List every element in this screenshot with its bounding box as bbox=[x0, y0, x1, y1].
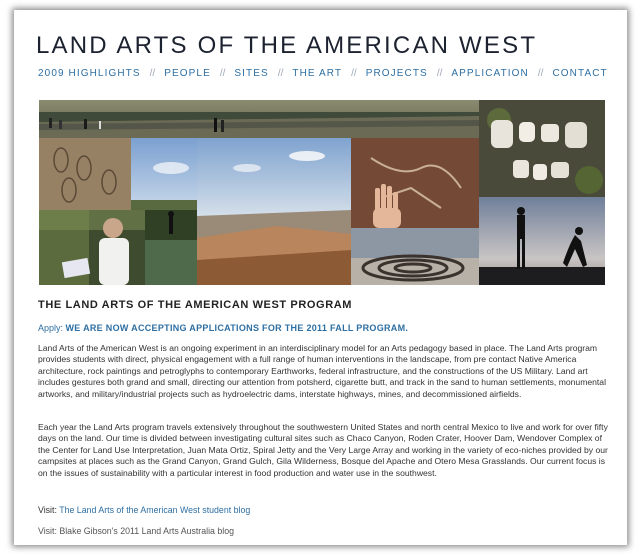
highway-people-photo bbox=[39, 100, 479, 138]
australia-blog-text: Blake Gibson's 2011 Land Arts Australia blog bbox=[59, 526, 234, 536]
student-reading-photo bbox=[39, 210, 145, 285]
rock-cairns-photo bbox=[479, 100, 605, 197]
nav-separator: // bbox=[537, 68, 544, 79]
apply-label: Apply: bbox=[38, 323, 66, 333]
visit-label: Visit: bbox=[38, 505, 60, 515]
visit-label: Visit: bbox=[38, 526, 60, 536]
nav-the-art[interactable]: THE ART bbox=[292, 68, 343, 79]
site-title: LAND ARTS OF THE AMERICAN WEST bbox=[36, 32, 538, 59]
program-heading: THE LAND ARTS OF THE AMERICAN WEST PROGRAM bbox=[38, 299, 353, 311]
nav-application[interactable]: APPLICATION bbox=[451, 68, 529, 79]
nav-separator: // bbox=[351, 68, 357, 79]
apply-link[interactable]: WE ARE NOW ACCEPTING APPLICATIONS FOR THE 2011 FALL PROGRAM. bbox=[65, 323, 409, 333]
student-blog-link[interactable]: The Land Arts of the American West student blog bbox=[59, 505, 251, 515]
petroglyph-footprints-photo bbox=[39, 138, 131, 210]
apply-line bbox=[38, 323, 408, 333]
intro-paragraph: Land Arts of the American West is an ongoing experiment in an interdisciplinary model for an Arts pedagogy based in place. The Land Arts program provides students with direct, physical engagement with a full range of human interventions in the landscape, from pre contact Native America architecture, rock paintings and petroglyphs to contemporary Earthworks, federal infrastructure, and the constructions of the US Military. Land art includes gestures both grand and small, directing our attention from potsherd, cigarette butt, and track in the sand to human settlements, monumental artworks, and military/industrial projects such as hydroelectric dams, interstate highways, mines, and decommissioned airfields. bbox=[38, 343, 606, 399]
australia-blog-line bbox=[38, 526, 234, 536]
spiral-stones-photo bbox=[351, 228, 479, 285]
petroglyph-hand-photo bbox=[351, 138, 479, 228]
photo-collage bbox=[39, 100, 605, 285]
student-blog-line bbox=[38, 505, 250, 515]
nav-sites[interactable]: SITES bbox=[234, 68, 269, 79]
nav-2009-highlights[interactable]: 2009 HIGHLIGHTS bbox=[38, 68, 141, 79]
nav-projects[interactable]: PROJECTS bbox=[365, 68, 428, 79]
sky-clouds-photo bbox=[131, 138, 197, 210]
nav-separator: // bbox=[436, 68, 443, 79]
canyon-vista-photo bbox=[197, 138, 351, 285]
nav-separator: // bbox=[149, 68, 156, 79]
nav-separator: // bbox=[219, 68, 226, 79]
main-nav bbox=[38, 68, 608, 79]
travel-paragraph: Each year the Land Arts program travels extensively throughout the southwestern United States and north central Mexico to live and work for over fifty days on the land. Our time is divided between investigating cultural sites such as Chaco Canyon, Roden Crater, Hoover Dam, Wendover Complex of the Center for Land Use Interpretation, Juan Mata Ortiz, Spiral Jetty and the Very Large Array and working in the variety of eco-niches provided by our campsites at places such as the Grand Canyon, Grand Gulch, Gila Wilderness, Bosque del Apache and Otero Mesa Grasslands. Our current focus is on the issues of sustainability with a particular interest in food production and water use in the southwest. bbox=[38, 422, 608, 478]
page-frame bbox=[14, 10, 627, 545]
nav-people[interactable]: PEOPLE bbox=[164, 68, 211, 79]
nav-contact[interactable]: CONTACT bbox=[552, 68, 608, 79]
silhouette-figures-photo bbox=[479, 197, 605, 285]
river-figure-photo bbox=[145, 210, 197, 285]
nav-separator: // bbox=[277, 68, 284, 79]
